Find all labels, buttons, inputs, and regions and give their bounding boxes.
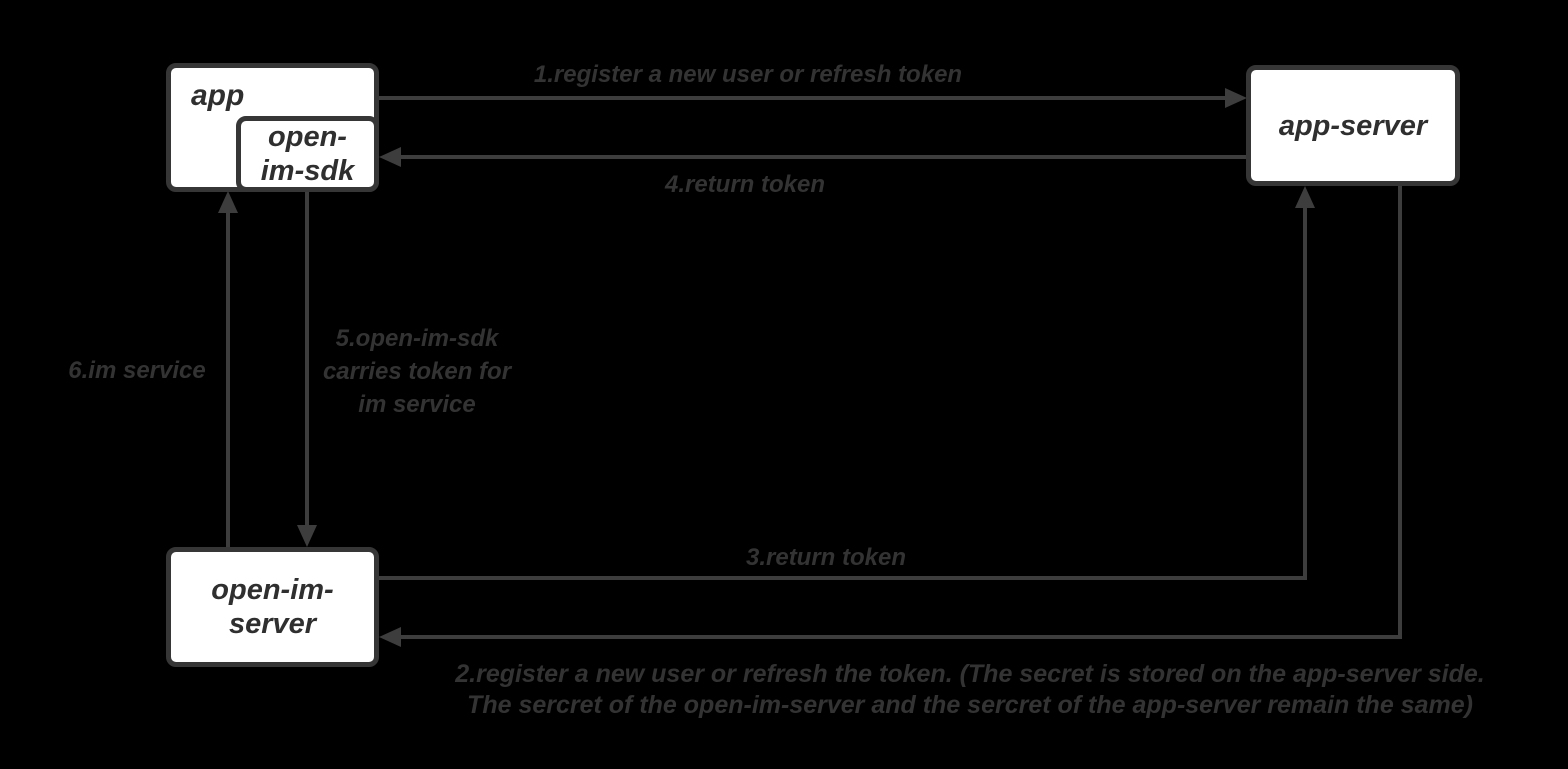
edge4-label: 4.return token [664,171,826,198]
node-open-im-sdk-label-line2: im-sdk [260,155,355,187]
node-open-im-sdk-label-line1: open- [268,121,347,153]
edge2-line-horizontal [401,635,1402,639]
edge3-arrowhead-up-icon [1295,186,1315,208]
edge3-line-horizontal [377,576,1307,580]
edge3-label: 3.return token [745,544,907,571]
edge6-label: 6.im service [68,357,206,384]
edge2-label [400,659,1540,721]
node-open-im-server [166,547,379,667]
node-open-im-server-label-line1: open-im- [211,574,334,606]
edge2-arrowhead-left-icon [379,627,401,647]
node-open-im-server-label [171,573,374,641]
node-open-im-server-label-line2: server [228,608,317,640]
edge5-label-line1: 5.open-im-sdk [335,325,499,352]
edge1-arrowhead-right-icon [1225,88,1247,108]
edge2-label-line2: The sercret of the open-im-server and the sercret of the app-server remain the same) [467,691,1473,719]
edge2-label-line1: 2.register a new user or refresh the token. (The secret is stored on the app-server side. [455,660,1485,688]
edge2-line-vertical [1398,186,1402,639]
edge5-label [267,322,567,421]
edge6-arrowhead-up-icon [218,191,238,213]
edge5-arrowhead-down-icon [297,525,317,547]
edge3-line-vertical [1303,208,1307,580]
edge1-line [377,96,1225,100]
node-app-server-label: app-server [1278,109,1428,142]
edge4-arrowhead-left-icon [379,147,401,167]
node-open-im-sdk-label [241,120,374,188]
edge4-line [401,155,1247,159]
edge5-label-line2: carries token for [322,358,512,385]
node-open-im-sdk [236,116,379,192]
edge1-label: 1.register a new user or refresh token [533,61,963,88]
node-app-server [1246,65,1460,186]
edge5-label-line3: im service [358,391,476,418]
node-app-label: app [191,79,245,112]
